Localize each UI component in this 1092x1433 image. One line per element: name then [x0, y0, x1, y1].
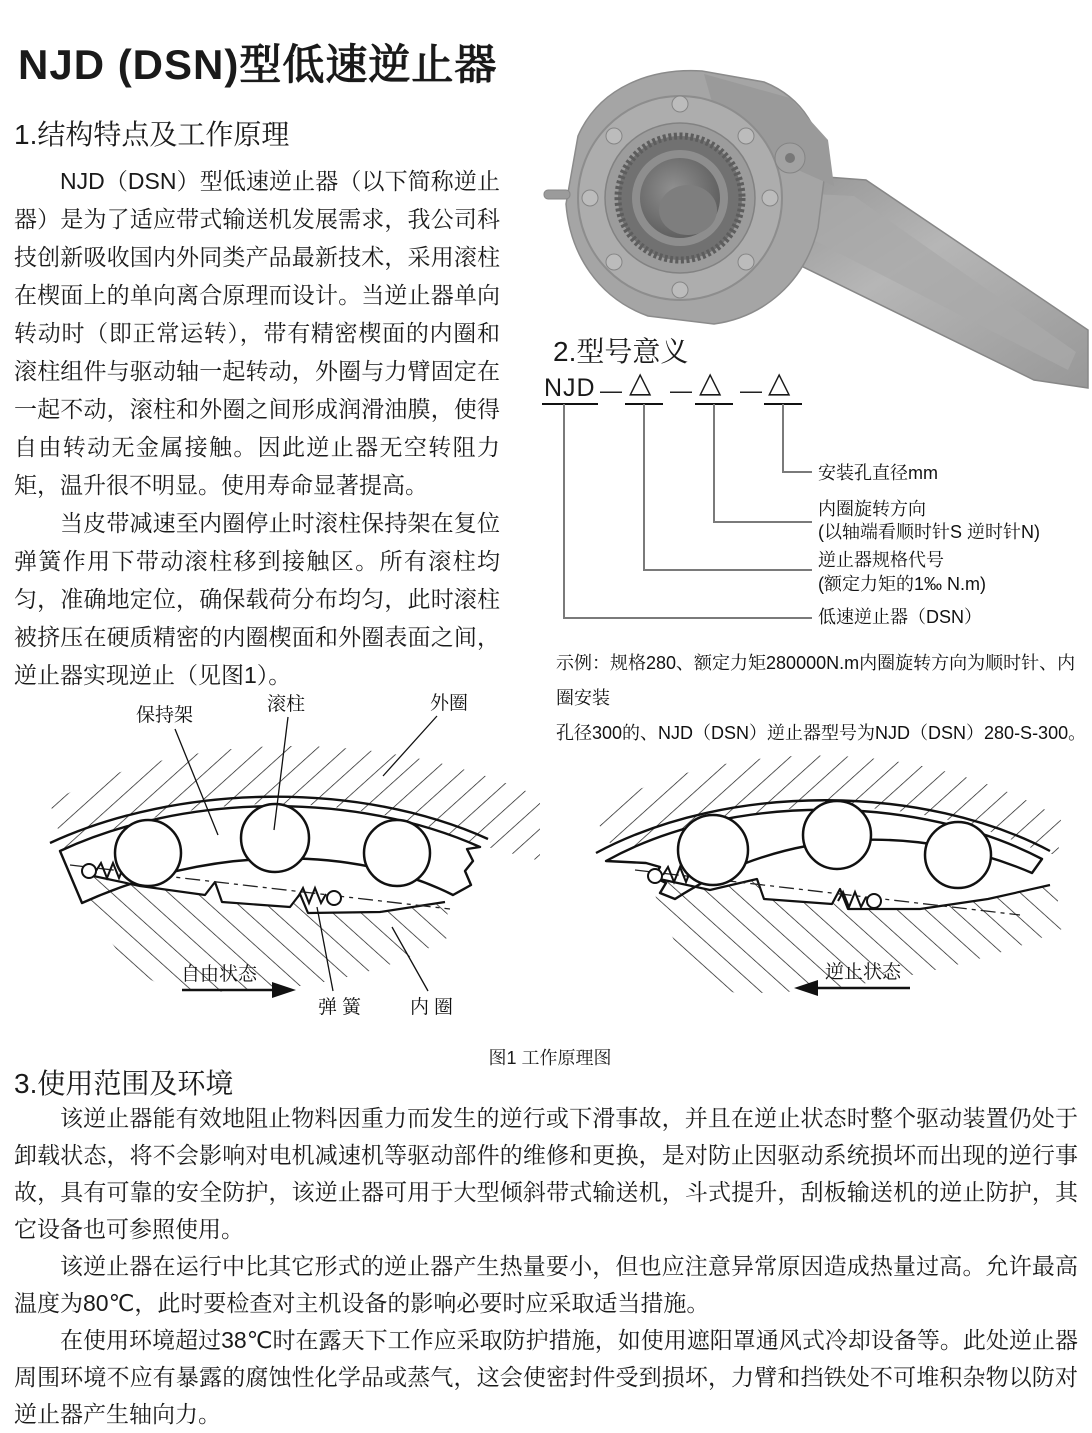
label-type-name: 低速逆止器（DSN）	[818, 607, 983, 627]
label-mount-hole-diameter: 安装孔直径mm	[818, 463, 938, 483]
figure-label-outer-ring: 外圈	[430, 693, 469, 714]
label-spec-note: (额定力矩的1‰ N.m)	[818, 574, 986, 594]
model-dash: —	[600, 378, 622, 403]
section3-heading: 3.使用范围及环境	[14, 1068, 234, 1099]
model-code-diagram	[540, 367, 1092, 644]
figure-label-spring: 弹簧	[318, 997, 367, 1018]
section2-heading: 2.型号意义	[553, 336, 689, 367]
model-placeholder-triangle: △	[768, 367, 791, 399]
figure-label-cage: 保持架	[136, 705, 194, 726]
model-dash: —	[670, 378, 692, 403]
label-rotation-note: (以轴端看顺时针S 逆时针N)	[818, 522, 1040, 542]
figure1-caption: 图1 工作原理图	[488, 1048, 612, 1068]
figure-label-free-state: 自由状态	[181, 964, 258, 985]
model-placeholder-triangle: △	[629, 367, 652, 399]
figure-label-inner-ring: 内圈	[410, 997, 459, 1018]
model-code-connector-lines	[540, 372, 1092, 644]
figure-label-stop-state: 逆止状态	[825, 962, 902, 983]
section3-paragraph-3: 在使用环境超过38℃时在露天下工作应采取防护措施，如使用遮阳罩通风式冷却设备等。此处逆止器周围环境不应有暴露的腐蚀性化学品或蒸气，这会使密封件受到损坏，力臂和挡铁处不可堆积杂物以防对逆止器产生轴向力。	[14, 1327, 1078, 1427]
section1-body	[14, 162, 500, 694]
section3-paragraph-2: 该逆止器在运行中比其它形式的逆止器产生热量要小，但也应注意异常原因造成热量过高。允许最高温度为80℃，此时要检查对主机设备的影响必要时应采取适当措施。	[14, 1253, 1078, 1316]
model-prefix: NJD	[544, 374, 596, 402]
section1-paragraph-1: NJD（DSN）型低速逆止器（以下简称逆止器）是为了适应带式输送机发展需求，我公司科技创新吸收国内外同类产品最新技术，采用滚柱在楔面上的单向离合原理而设计。当逆止器单向转动时（即正常运转），带有精密楔面的内圈和滚柱组件与驱动轴一起转动，外圈与力臂固定在一起不动，滚柱和外圈之间形成润滑油膜，使得自由转动无金属接触。因此逆止器无空转阻力矩，温升很不明显。使用寿命显著提高。	[14, 168, 500, 498]
label-spec-code: 逆止器规格代号	[818, 550, 944, 570]
label-rotation-direction: 内圈旋转方向	[818, 499, 926, 519]
example-line1: 示例：规格280、额定力矩280000N.m内圈旋转方向为顺时针、内圈安装	[556, 653, 1076, 708]
figure-label-roller: 滚柱	[267, 694, 306, 715]
section3-paragraph-1: 该逆止器能有效地阻止物料因重力而发生的逆行或下滑事故，并且在逆止状态时整个驱动装置仍处于卸载状态，将不会影响对电机减速机等驱动部件的维修和更换，是对防止因驱动系统损坏而出现的逆行事故，具有可靠的安全防护，该逆止器可用于大型倾斜带式输送机，斗式提升，刮板输送机的逆止防护，其它设备也可参照使用。	[14, 1105, 1078, 1242]
page-title: NJD (DSN)型低速逆止器	[18, 41, 498, 89]
example-line2: 孔径300的、NJD（DSN）逆止器型号为NJD（DSN）280-S-300。	[556, 723, 1087, 743]
section1-heading: 1.结构特点及工作原理	[14, 119, 290, 150]
section3-body	[14, 1100, 1078, 1433]
model-dash: —	[740, 378, 762, 403]
model-placeholder-triangle: △	[699, 367, 722, 399]
section1-paragraph-2: 当皮带减速至内圈停止时滚柱保持架在复位弹簧作用下带动滚柱移到接触区。所有滚柱均匀，准确地定位，确保载荷分布均匀，此时滚柱被挤压在硬质精密的内圈楔面和外圈表面之间，逆止器实现逆止（见图1）。	[14, 510, 500, 688]
